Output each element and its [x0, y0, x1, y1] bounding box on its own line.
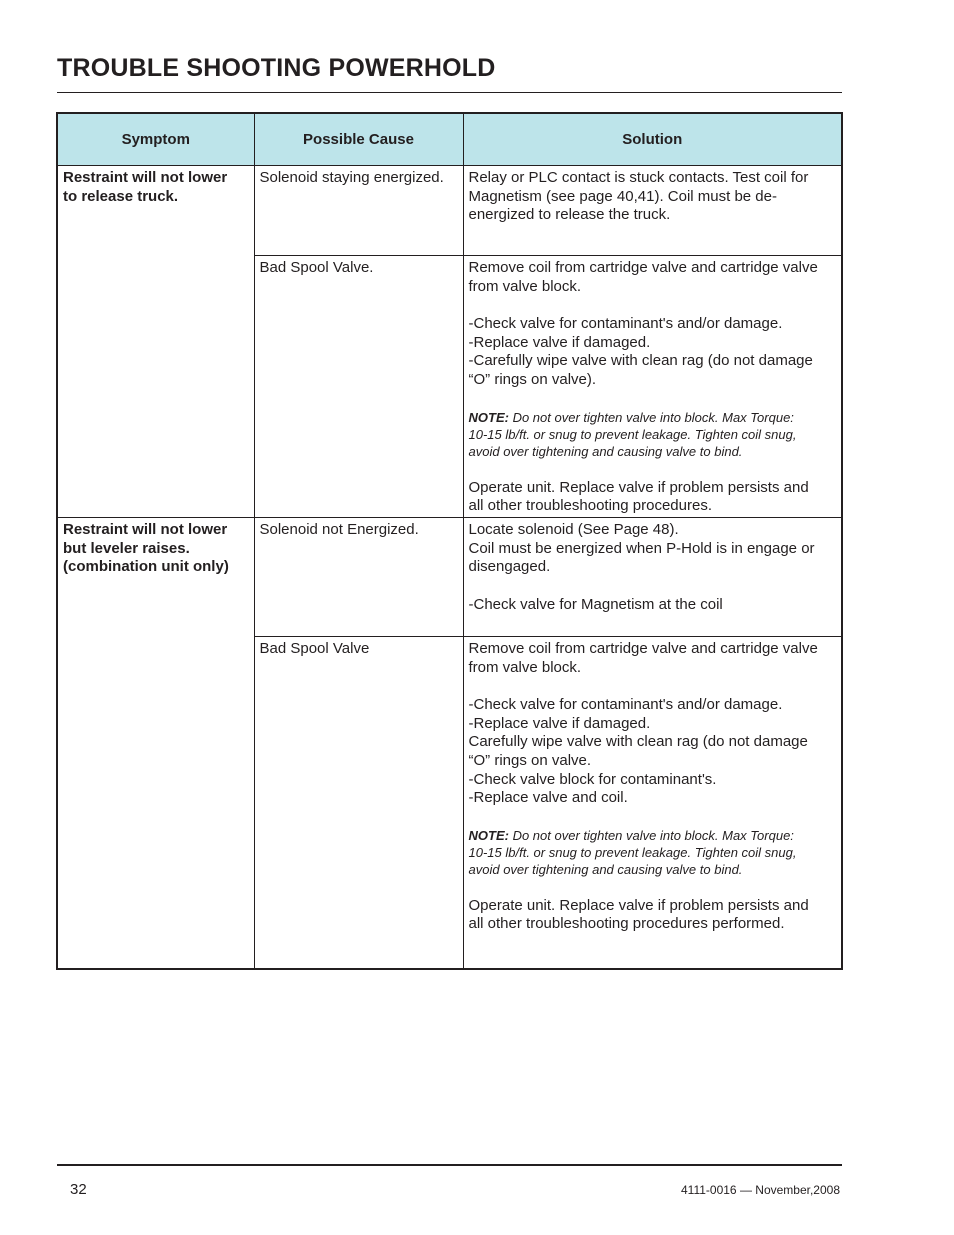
- symptom-line: Restraint will not lower: [63, 521, 228, 538]
- solution-cell: [463, 637, 842, 970]
- solution-line: from valve block.: [468, 277, 582, 295]
- cause-cell: [254, 518, 463, 637]
- solution-cell: [463, 256, 842, 518]
- note-text: 10-15 lb/ft. or snug to prevent leakage. Tighten coil snug,: [468, 844, 797, 860]
- solution-line: “O” rings on valve.: [468, 751, 592, 769]
- note-text: NOTE: Do not over tighten valve into block. Max Torque:: [468, 409, 794, 425]
- symptom-line: but leveler raises.: [63, 539, 190, 557]
- solution-line: Magnetism (see page 40,41). Coil must be de-: [468, 187, 777, 205]
- note-label: NOTE:: [468, 409, 509, 425]
- solution-line: Operate unit. Replace valve if problem persists and: [468, 478, 809, 496]
- header-possible-cause: Possible Cause: [254, 113, 463, 166]
- solution-line: -Carefully wipe valve with clean rag (do not damage: [468, 352, 813, 370]
- table-header-row: [57, 113, 842, 166]
- header-symptom: Symptom: [57, 113, 254, 166]
- solution-line: “O” rings on valve).: [468, 370, 597, 388]
- solution-line: -Check valve for contaminant's and/or damage.: [468, 315, 783, 333]
- solution-line: Remove coil from cartridge valve and cartridge valve: [468, 259, 818, 276]
- page-title: TROUBLE SHOOTING POWERHOLD: [57, 54, 496, 82]
- troubleshooting-table: [56, 112, 843, 970]
- solution-cell: [463, 166, 842, 256]
- solution-line: Operate unit. Replace valve if problem persists and: [468, 896, 809, 914]
- cause-cell: [254, 256, 463, 518]
- table-row: [57, 518, 842, 637]
- solution-line: from valve block.: [468, 658, 582, 676]
- cause-cell: [254, 166, 463, 256]
- solution-line: -Check valve for contaminant's and/or damage.: [468, 696, 783, 714]
- symptom-line: to release truck.: [63, 187, 179, 205]
- solution-line: all other troubleshooting procedures.: [468, 497, 712, 515]
- solution-line: -Check valve block for contaminant's.: [468, 770, 717, 788]
- solution-line: energized to release the truck.: [468, 206, 671, 224]
- solution-line: -Replace valve and coil.: [468, 789, 628, 807]
- header-solution: Solution: [463, 113, 842, 166]
- symptom-line: (combination unit only): [63, 558, 229, 576]
- solution-line: all other troubleshooting procedures performed.: [468, 915, 785, 933]
- cause-text: Bad Spool Valve.: [259, 259, 374, 276]
- cause-text: Bad Spool Valve: [259, 640, 370, 657]
- note-label: NOTE:: [468, 827, 509, 843]
- cause-cell: [254, 637, 463, 970]
- note-text: avoid over tightening and causing valve to bind.: [468, 443, 743, 459]
- symptom-cell: [57, 518, 254, 970]
- solution-line: Coil must be energized when P-Hold is in engage or: [468, 539, 815, 557]
- note-text: NOTE: Do not over tighten valve into block. Max Torque:: [468, 827, 794, 843]
- solution-line: -Replace valve if damaged.: [468, 714, 651, 732]
- symptom-cell: [57, 166, 254, 518]
- note-text: 10-15 lb/ft. or snug to prevent leakage. Tighten coil snug,: [468, 426, 797, 442]
- symptom-line: Restraint will not lower: [63, 169, 228, 186]
- cause-text: Solenoid not Energized.: [259, 521, 419, 538]
- solution-line: Carefully wipe valve with clean rag (do not damage: [468, 733, 808, 751]
- solution-line: Relay or PLC contact is stuck contacts. Test coil for: [468, 169, 809, 186]
- solution-cell: [463, 518, 842, 637]
- solution-line: disengaged.: [468, 558, 551, 576]
- solution-line: Locate solenoid (See Page 48).: [468, 521, 679, 538]
- solution-line: Remove coil from cartridge valve and cartridge valve: [468, 640, 818, 657]
- page-number: 32: [70, 1181, 87, 1198]
- header-rule: [57, 92, 842, 93]
- solution-line: -Check valve for Magnetism at the coil: [468, 595, 723, 613]
- table-row: [57, 166, 842, 256]
- solution-line: -Replace valve if damaged.: [468, 333, 651, 351]
- footer-rule: [57, 1164, 842, 1166]
- note-text: avoid over tightening and causing valve to bind.: [468, 861, 743, 877]
- cause-text: Solenoid staying energized.: [259, 169, 444, 186]
- document-id: 4111-0016 — November,2008: [681, 1183, 840, 1197]
